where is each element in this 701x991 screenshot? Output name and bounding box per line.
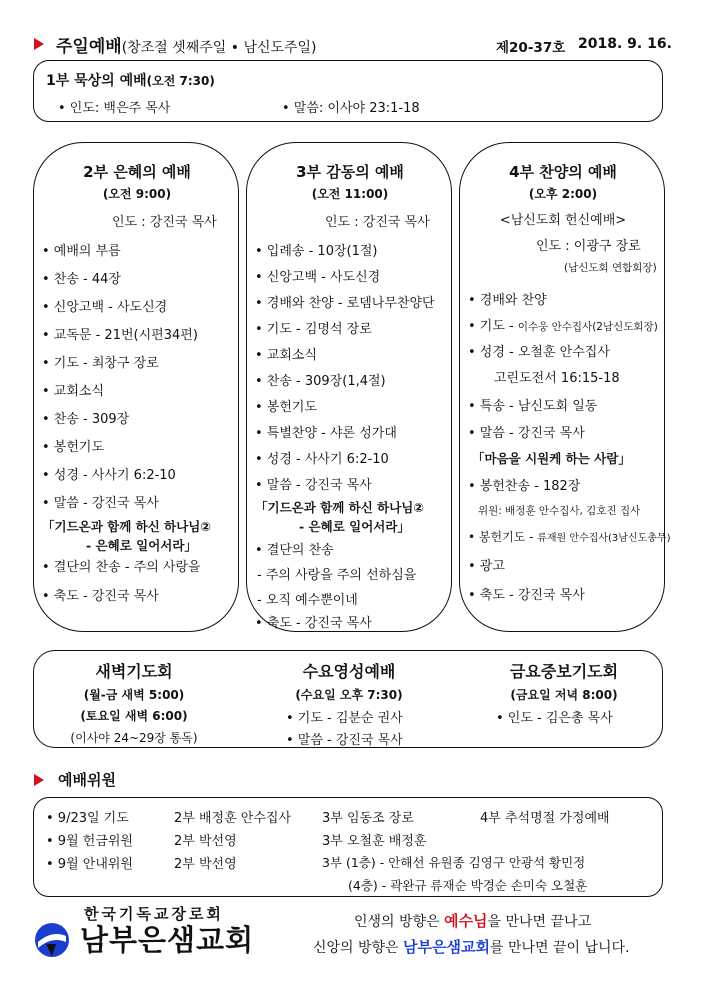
bullet-triangle-icon bbox=[34, 38, 44, 50]
committee-cell: (4층) - 곽완규 류재순 박경순 손미숙 오철훈 bbox=[348, 878, 588, 893]
dawn-time: (토요일 새벽 6:00) bbox=[80, 709, 188, 723]
issue-number: 제20-37호 bbox=[496, 40, 566, 56]
service3-item: • 찬송 - 309장(1,4절) bbox=[255, 374, 386, 389]
service3-sermon-title: - 은혜로 일어서라」 bbox=[299, 519, 410, 534]
dawn-time: (월-금 새벽 5:00) bbox=[83, 688, 185, 702]
service4-item: • 광고 bbox=[468, 559, 505, 574]
service3-title: 3부 감동의 예배 bbox=[296, 163, 404, 181]
service4-sermon-title: 「마음을 시원케 하는 사람」 bbox=[472, 451, 631, 466]
church-name: 남부은샘교회 bbox=[80, 923, 255, 957]
service1-time: (오전 7:30) bbox=[146, 74, 215, 88]
header bbox=[56, 32, 317, 57]
service4-item: • 봉헌찬송 - 182장 bbox=[468, 479, 581, 494]
committee-cell: 2부 배정훈 안수집사 bbox=[174, 811, 291, 826]
service3-item: • 결단의 찬송 bbox=[255, 543, 334, 558]
service4-offering-prayer-label: • 봉헌기도 - bbox=[468, 530, 538, 544]
wed-time: (수요일 오후 7:30) bbox=[295, 688, 403, 702]
church-logo-icon bbox=[34, 922, 70, 958]
weekday-box bbox=[33, 650, 663, 748]
committee-cell: 3부 (1층) - 안해선 유원종 김영구 안광석 황민정 bbox=[322, 855, 586, 870]
service2-box bbox=[33, 142, 239, 632]
service4-title: 4부 찬양의 예배 bbox=[509, 163, 617, 181]
service3-item: • 입례송 - 10장(1절) bbox=[255, 244, 378, 259]
committee-cell: 3부 임동조 장로 bbox=[322, 811, 414, 826]
fri-title: 금요중보기도회 bbox=[509, 662, 619, 681]
dawn-title: 새벽기도회 bbox=[95, 662, 173, 681]
service4-box bbox=[459, 142, 671, 632]
service2-item: • 교회소식 bbox=[42, 384, 105, 399]
service4-item: 고린도전서 16:15-18 bbox=[494, 371, 620, 386]
committee-cell: 4부 추석명절 가정예배 bbox=[480, 811, 610, 826]
fri-lead: • 인도 - 김은총 목사 bbox=[496, 711, 613, 726]
slogan-highlight: 예수님 bbox=[444, 912, 488, 930]
committee-cell: 2부 박선영 bbox=[174, 857, 237, 872]
slogan-text: 인생의 방향은 bbox=[354, 914, 445, 930]
service4-prayer-name: 이수웅 안수집사(2남신도회장) bbox=[517, 321, 658, 333]
service3-item: • 축도 - 강진국 목사 bbox=[255, 616, 372, 631]
service3-item: • 교회소식 bbox=[255, 348, 318, 363]
service2-leader: 인도 : 강진국 목사 bbox=[112, 215, 217, 230]
service4-offering-prayer-name: 류재원 안수집사(3남신도총무) bbox=[537, 533, 671, 544]
service4-leader: 인도 : 이광구 장로 bbox=[536, 239, 641, 254]
service1-word: • 말씀: 이사야 23:1-18 bbox=[282, 101, 420, 116]
service4-item: • 말씀 - 강진국 목사 bbox=[468, 426, 585, 441]
committee-title: 예배위원 bbox=[58, 771, 116, 789]
service3-item: • 성경 - 사사기 6:2-10 bbox=[255, 452, 389, 467]
slogan-line-2 bbox=[313, 936, 630, 957]
service2-item: • 예배의 부름 bbox=[42, 244, 121, 259]
service3-item: • 말씀 - 강진국 목사 bbox=[255, 478, 372, 493]
slogan-highlight: 남부은샘교회 bbox=[403, 938, 490, 956]
service3-item: • 신앙고백 - 사도신경 bbox=[255, 270, 381, 285]
committee-cell: 2부 박선영 bbox=[174, 834, 237, 849]
committee-cell: 3부 오철훈 배정훈 bbox=[322, 834, 427, 849]
service3-sermon-title: 「기드온과 함께 하신 하나님② bbox=[255, 500, 424, 515]
service4-item: • 축도 - 강진국 목사 bbox=[468, 588, 585, 603]
committee-box bbox=[33, 797, 663, 897]
service1-box bbox=[33, 60, 663, 122]
denomination-name: 한국기독교장로회 bbox=[84, 905, 224, 923]
service3-item: • 경배와 찬양 - 로뎀나무찬양단 bbox=[255, 296, 435, 311]
service4-item: • 특송 - 남신도회 일동 bbox=[468, 399, 598, 414]
slogan-text: 을 만나면 끝나고 bbox=[487, 914, 592, 930]
service2-item: • 봉헌기도 bbox=[42, 440, 105, 455]
issue-date: 2018. 9. 16. bbox=[578, 36, 672, 52]
service3-box bbox=[246, 142, 452, 632]
service4-time: (오후 2:00) bbox=[528, 187, 598, 201]
service2-item: • 기도 - 최창구 장로 bbox=[42, 356, 159, 371]
service2-item: • 축도 - 강진국 목사 bbox=[42, 589, 159, 604]
slogan-text: 를 만나면 끝이 납니다. bbox=[490, 940, 630, 956]
bullet-triangle-icon bbox=[34, 774, 44, 786]
service3-time: (오전 11:00) bbox=[311, 187, 389, 201]
slogan-line-1 bbox=[354, 910, 591, 931]
fri-time: (금요일 저녁 8:00) bbox=[510, 688, 618, 702]
dawn-note: (이사야 24~29장 통독) bbox=[70, 731, 198, 745]
service4-item: • 경배와 찬양 bbox=[468, 293, 547, 308]
service2-item: • 성경 - 사사기 6:2-10 bbox=[42, 468, 176, 483]
service4-prayer bbox=[468, 315, 658, 334]
service2-item: • 말씀 - 강진국 목사 bbox=[42, 496, 159, 511]
service4-prayer-label: • 기도 - bbox=[468, 319, 518, 334]
service2-item: • 찬송 - 309장 bbox=[42, 412, 130, 427]
service4-offering-prayer bbox=[468, 528, 671, 545]
service2-item: • 신앙고백 - 사도신경 bbox=[42, 300, 168, 315]
service3-item: - 오직 예수뿐이네 bbox=[257, 593, 358, 608]
committee-cell: • 9월 헌금위원 bbox=[46, 834, 133, 849]
service2-item: • 교독문 - 21번(시편34편) bbox=[42, 328, 198, 343]
committee-cell: • 9월 안내위원 bbox=[46, 857, 133, 872]
slogan-text: 신앙의 방향은 bbox=[313, 940, 404, 956]
service4-subtitle: <남신도회 헌신예배> bbox=[499, 213, 627, 228]
service3-leader: 인도 : 강진국 목사 bbox=[325, 215, 430, 230]
wed-title: 수요영성예배 bbox=[302, 662, 396, 681]
service3-item: • 봉헌기도 bbox=[255, 400, 318, 415]
service4-offering-committee: 위원: 배정훈 안수집사, 김호진 집사 bbox=[478, 505, 641, 517]
service2-item: • 결단의 찬송 - 주의 사랑을 bbox=[42, 560, 201, 575]
service2-time: (오전 9:00) bbox=[102, 187, 172, 201]
page-title: 주일예배 bbox=[56, 37, 122, 57]
service2-item: • 찬송 - 44장 bbox=[42, 272, 121, 287]
wed-pray: • 기도 - 김분순 권사 bbox=[286, 711, 403, 726]
service1-title: 1부 묵상의 예배 bbox=[46, 73, 147, 89]
service4-leader-role: (남신도회 연합회장) bbox=[564, 262, 657, 274]
wed-word: • 말씀 - 강진국 목사 bbox=[286, 733, 403, 748]
service3-item: • 특별찬양 - 샤론 성가대 bbox=[255, 426, 397, 441]
committee-cell: • 9/23일 기도 bbox=[46, 811, 129, 826]
service2-sermon-title: 「기드온과 함께 하신 하나님② bbox=[42, 519, 211, 534]
page-subtitle: (창조절 셋째주일 • 남신도주일) bbox=[121, 40, 317, 56]
service2-title: 2부 은혜의 예배 bbox=[83, 163, 191, 181]
service3-item: • 기도 - 김명석 장로 bbox=[255, 322, 372, 337]
service1-leader: • 인도: 백은주 목사 bbox=[58, 101, 171, 116]
service4-item: • 성경 - 오철훈 안수집사 bbox=[468, 345, 610, 360]
service3-item: - 주의 사랑을 주의 선하심을 bbox=[257, 568, 417, 583]
service2-sermon-title: - 은혜로 일어서라」 bbox=[86, 538, 197, 553]
